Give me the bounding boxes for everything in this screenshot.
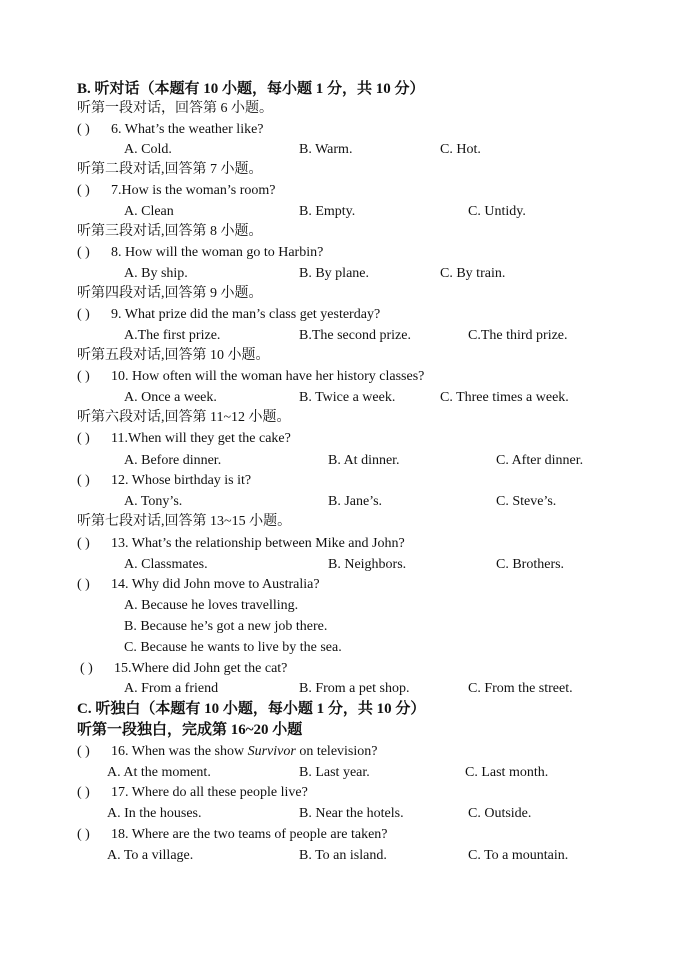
- answer-option: C. To a mountain.: [468, 848, 569, 863]
- answer-blank: ( ): [77, 183, 90, 198]
- question-text: 8. How will the woman go to Harbin?: [111, 245, 324, 260]
- dialogue-instruction: 听第四段对话,回答第 9 小题。: [77, 286, 263, 301]
- dialogue-instruction: 听第五段对话,回答第 10 小题。: [77, 348, 270, 363]
- answer-option: A. Clean: [124, 204, 174, 219]
- answer-option: B. By plane.: [299, 266, 369, 281]
- show-title: Survivor: [247, 744, 296, 759]
- answer-option: A. Because he loves travelling.: [124, 598, 299, 613]
- answer-option: A. In the houses.: [107, 806, 202, 821]
- answer-option: A. Cold.: [124, 142, 172, 157]
- question-text: 16. When was the show: [111, 744, 248, 759]
- answer-blank: ( ): [77, 536, 90, 551]
- question-text: 17. Where do all these people live?: [111, 785, 308, 800]
- question-text: 14. Why did John move to Australia?: [111, 577, 320, 592]
- question-line: [77, 429, 291, 449]
- answer-option: B. Twice a week.: [299, 390, 396, 405]
- answer-option: B. Empty.: [299, 204, 356, 219]
- answer-option: A. Once a week.: [124, 390, 217, 405]
- question-line: [77, 825, 388, 845]
- answer-option: C. By train.: [440, 266, 506, 281]
- question-text-tail: on television?: [295, 744, 378, 759]
- question-line: [77, 181, 275, 201]
- question-line: [77, 742, 377, 762]
- answer-option: B. At dinner.: [328, 453, 400, 468]
- answer-blank: ( ): [77, 431, 90, 446]
- section-heading: B. 听对话（本题有 10 小题，每小题 1 分，共 10 分）: [77, 81, 425, 97]
- answer-blank: ( ): [77, 122, 90, 137]
- question-line: [77, 243, 323, 263]
- answer-option: A. Classmates.: [124, 557, 208, 572]
- answer-option: C. From the street.: [468, 681, 573, 696]
- answer-option: B. Warm.: [299, 142, 353, 157]
- answer-option: B. Neighbors.: [328, 557, 407, 572]
- question-line: [77, 471, 251, 491]
- answer-blank: ( ): [77, 369, 90, 384]
- answer-blank: ( ): [77, 307, 90, 322]
- answer-option: B. Because he’s got a new job there.: [124, 619, 328, 634]
- section-heading: C. 听独白（本题有 10 小题，每小题 1 分，共 10 分）: [77, 701, 426, 717]
- answer-option: B. Near the hotels.: [299, 806, 404, 821]
- answer-blank: ( ): [80, 661, 93, 676]
- question-line: [77, 575, 320, 595]
- dialogue-instruction: 听第七段对话,回答第 13~15 小题。: [77, 514, 292, 529]
- question-line: [77, 783, 308, 803]
- answer-blank: ( ): [77, 577, 90, 592]
- question-text: 11.When will they get the cake?: [111, 431, 291, 446]
- answer-option: B. From a pet shop.: [299, 681, 410, 696]
- answer-option: C. Outside.: [468, 806, 532, 821]
- question-text: 15.Where did John get the cat?: [114, 661, 288, 676]
- question-text: 9. What prize did the man’s class get yesterday?: [111, 307, 381, 322]
- answer-option: B. Jane’s.: [328, 494, 383, 509]
- answer-option: B. To an island.: [299, 848, 387, 863]
- answer-option: C. After dinner.: [496, 453, 584, 468]
- dialogue-instruction: 听第二段对话,回答第 7 小题。: [77, 162, 263, 177]
- answer-option: A.The first prize.: [124, 328, 221, 343]
- answer-blank: ( ): [77, 785, 90, 800]
- question-text: 13. What’s the relationship between Mike and John?: [111, 536, 405, 551]
- answer-option: A. To a village.: [107, 848, 194, 863]
- answer-option: A. Before dinner.: [124, 453, 222, 468]
- dialogue-instruction: 听第一段对话，回答第 6 小题。: [77, 101, 273, 116]
- question-line: [80, 659, 287, 679]
- answer-option: C. Steve’s.: [496, 494, 557, 509]
- question-text: 6. What’s the weather like?: [111, 122, 264, 137]
- answer-option: A. By ship.: [124, 266, 188, 281]
- answer-option: C. Untidy.: [468, 204, 526, 219]
- answer-blank: ( ): [77, 245, 90, 260]
- answer-option: B. Last year.: [299, 765, 370, 780]
- answer-option: C. Three times a week.: [440, 390, 569, 405]
- answer-option: B.The second prize.: [299, 328, 411, 343]
- dialogue-instruction: 听第六段对话,回答第 11~12 小题。: [77, 410, 291, 425]
- answer-blank: ( ): [77, 473, 90, 488]
- section-heading: 听第一段独白，完成第 16~20 小题: [77, 722, 303, 738]
- question-text: 10. How often will the woman have her history classes?: [111, 369, 425, 384]
- answer-blank: ( ): [77, 744, 90, 759]
- question-line: [77, 367, 424, 387]
- answer-option: A. From a friend: [124, 681, 219, 696]
- answer-option: C.The third prize.: [468, 328, 568, 343]
- answer-option: C. Last month.: [465, 765, 549, 780]
- question-line: [77, 534, 405, 554]
- answer-option: C. Brothers.: [496, 557, 565, 572]
- question-text: 7.How is the woman’s room?: [111, 183, 276, 198]
- question-line: [77, 120, 264, 140]
- dialogue-instruction: 听第三段对话,回答第 8 小题。: [77, 224, 263, 239]
- answer-option: A. At the moment.: [107, 765, 211, 780]
- answer-option: A. Tony’s.: [124, 494, 183, 509]
- question-line: [77, 305, 380, 325]
- question-text: 12. Whose birthday is it?: [111, 473, 252, 488]
- question-text: 18. Where are the two teams of people are taken?: [111, 827, 388, 842]
- answer-blank: ( ): [77, 827, 90, 842]
- answer-option: C. Hot.: [440, 142, 481, 157]
- answer-option: C. Because he wants to live by the sea.: [124, 640, 342, 655]
